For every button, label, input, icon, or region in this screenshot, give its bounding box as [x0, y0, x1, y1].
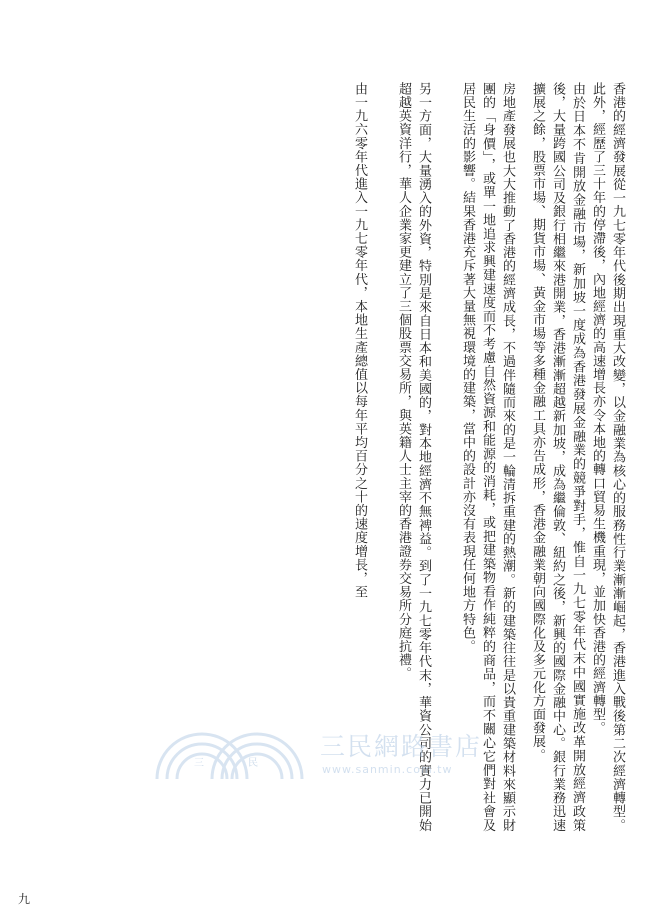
page-number: 九 — [18, 892, 31, 906]
watermark-char-right: 民 — [248, 758, 258, 769]
watermark-char-left: 三 — [194, 758, 204, 769]
paragraph-foreign-capital: 另一方面，大量湧入的外資，特別是來自日本和美國的，對本地經濟不無裨益。到了一九七零年代末，華資公司的實力已開始超越英資洋行，華人企業家更建立了三個股票交易所，與英籍人士主宰的香港證券交易所分庭抗禮。 — [396, 82, 431, 832]
publisher-watermark — [152, 727, 492, 783]
paragraph-real-estate: 房地產發展也大大推動了香港的經濟成長，不過伴隨而來的是一輪清拆重建的熱潮。新的建築往往是以貴重建築材料來顯示財團的「身價」，或單一地追求興建速度而不考慮自然資源和能源的消耗，或把建築物看作純粹的商品，而不關心它們對社會及居民生活的影響。結果香港充斥著大量無視環境的建築，當中的設計亦沒有表現任何地方特色。 — [460, 82, 515, 832]
watermark-arcs-icon — [152, 727, 317, 783]
watermark-title: 三民網路書店 — [320, 732, 483, 761]
paragraph-financial-centre: 由於日本不肯開放金融市場，新加坡一度成為香港發展金融業的競爭對手，惟自一九七零年代末中國實施改革開放經濟政策後，大量跨國公司及銀行相繼來港開業，香港漸漸超越新加坡，成為繼倫敦、紐約之後，新興的國際金融中心。銀行業務迅速擴展之餘，股票市場、期貨市場、黃金市場等多種金融工具亦告成形，香港金融業朝向國際化及多元化方面發展。 — [530, 82, 585, 832]
paragraph-gdp-growth: 由一九六零年代進入一九七零年代，本地生產總值以每年平均百分之十的速度增長，至 — [352, 82, 367, 599]
paragraph-financial-transformation: 香港的經濟發展從一九七零年代後期出現重大改變，以金融業為核心的服務性行業漸漸崛起，香港進入戰後第二次經濟轉型。此外，經歷了三十年的停滯後，內地經濟的高速增長亦令本地的轉口貿易生機重現，並加快香港的經濟轉型。 — [590, 82, 625, 832]
watermark-url: www.sanmin.com.tw — [322, 763, 453, 776]
vertical-text-block — [27, 82, 627, 832]
